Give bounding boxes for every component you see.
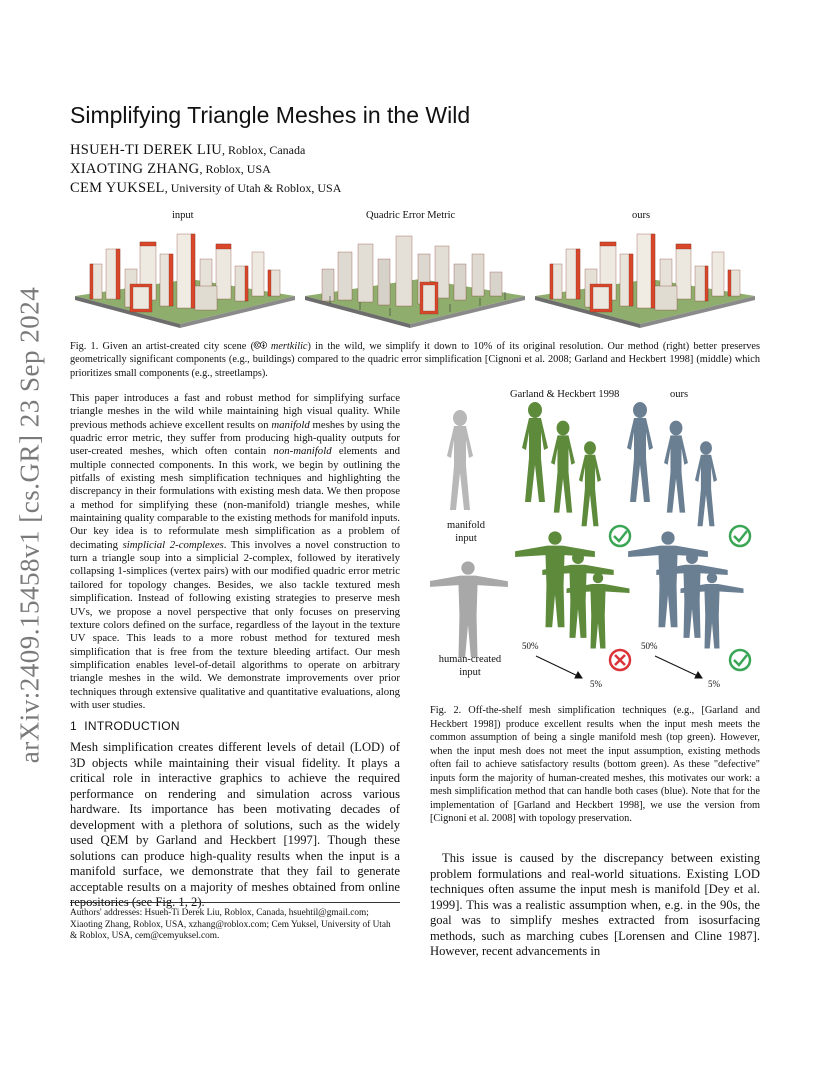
author-name: XIAOTING ZHANG xyxy=(70,161,200,177)
fig1-label-input: input xyxy=(172,210,194,221)
author-1 xyxy=(70,142,305,159)
fig1-label-ours: ours xyxy=(632,210,651,221)
arxiv-id: arXiv:2409.15458v1 [cs.GR] 23 Sep 2024 xyxy=(14,286,45,764)
intro-paragraph-right: This issue is caused by the discrepancy between existing problem formulations and real-world situations. Existing LOD techniques often assume the input mesh is manifold [Dey et al. 1999]. This was a realistic assumption when, e.g. in the 90s, the goal was to simplify meshes extracted from isosurfacing methods, such as marching cubes [Lorensen and Cline 1987]. However, recent advancements in xyxy=(430,851,760,958)
fig2-caption: Fig. 2. Off-the-shelf mesh simplification techniques (e.g., [Garland and Heckbert 1998]) produce excellent results when the input mesh meets the common assumption of being a single manifold mesh (top green). However, when the input mesh does not meet the input assumption, existing methods often fail to achieve satisfactory results (bottom green). As these "defective" inputs form the majority of human-created meshes, this motivates our work: a mesh simplification method that can handle both cases (blue). Note that for the implementation of [Garland and Heckbert 1998], we use the version from [Cignoni et al. 2008] with topology preservation. xyxy=(430,705,760,824)
fig2-pct-50-left: 50% xyxy=(522,641,539,651)
author-name: HSUEH-TI DEREK LIU xyxy=(70,142,222,158)
fig2-pct-5-right: 5% xyxy=(708,679,720,689)
fig2-pct-50-right: 50% xyxy=(641,641,658,651)
fig1-label-qem: Quadric Error Metric xyxy=(366,210,456,221)
fig2-col-right-label: ours xyxy=(670,389,689,400)
author-affiliation: , Roblox, Canada xyxy=(222,143,306,157)
intro-paragraph-left: Mesh simplification creates different levels of detail (LOD) of 3D objects while maintaining their visual fidelity. It plays a critical role in interactive graphics to achieve the required performance on rendering and simulation across various hardware. Its importance has been motivating decades of development with a plethora of solutions, such as the widely used QEM by Garland and Heckbert [1997]. Though these solutions can produce high-quality results when the input is a manifold surface, we demonstrate that they fail to generate acceptable results on a majority of meshes obtained from online repositories (see Fig. 1, 2). xyxy=(70,740,400,909)
paper-title: Simplifying Triangle Meshes in the Wild xyxy=(70,102,471,128)
city-input-image xyxy=(70,224,300,332)
arxiv-sidebar xyxy=(8,286,52,764)
fig2-label-human: human-created input xyxy=(438,654,502,678)
author-name: CEM YUKSEL xyxy=(70,180,165,196)
author-affiliation: , Roblox, USA xyxy=(199,162,271,176)
author-2 xyxy=(70,161,271,178)
author-3 xyxy=(70,180,341,197)
author-affiliation: , University of Utah & Roblox, USA xyxy=(164,181,342,195)
fig1-caption: Fig. 1. Given an artist-created city scene (🅭🅯 mertkilic) in the wild, we simplify it down to 10% of its original resolution. Our method (right) better preserves geometrically significant components (e.g., buildings) compared to the quadric error simplification [Cignoni et al. 2008; Garland and Heckbert 1998] (middle) which prioritizes small components (e.g., streetlamps). xyxy=(70,341,760,379)
fig2-pct-5-left: 5% xyxy=(590,679,602,689)
fig2-label-manifold: manifold input xyxy=(447,520,485,544)
fig2-figure xyxy=(430,388,760,698)
section-heading: 1 INTRODUCTION xyxy=(70,719,180,733)
abstract: This paper introduces a fast and robust method for simplifying surface triangle meshes in the wild while maintaining high visual quality. While previous methods achieve excellent results on manifold meshes by using the quadric error metric, they suffer from producing high-quality outputs for user-created meshes, which often contain non-manifold elements and multiple connected components. In this work, we begin by outlining the pitfalls of existing mesh simplification techniques and highlighting the discrepancy in their formulations with existing mesh data. We then propose a method for simplifying these (non-manifold) triangle meshes, while maintaining quality comparable to the existing methods for manifold inputs. Our key idea is to reformulate mesh simplification as a problem of decimating simplicial 2-complexes. This involves a novel construction to turn a triangle soup into a simplicial 2-complex, followed by iteratively collapsing 1-simplices (vertex pairs) with our modified quadric error metric tailored for topology changes. Besides, we also tackle textured mesh simplification. Instead of following existing strategies to preserve mesh UVs, we propose a novel perspective that only focuses on preserving texture colors defined on the surface, regardless of the layout in the texture UV space. This leads to a more robust method for textured mesh simplification that is free from the texture bleeding artifact. Our mesh simplification enables level-of-detail algorithms to operate on arbitrary triangle meshes in the wild. We demonstrate improvements over prior techniques through extensive qualitative and quantitative evaluations, along with user studies. xyxy=(70,392,400,711)
city-qem-image xyxy=(300,224,530,332)
author-footnote: Authors' addresses: Hsueh-Ti Derek Liu, Roblox, Canada, hsuehtil@gmail.com; Xiaoting Zhang, Roblox, USA, xzhang@roblox.com; Cem Yuksel, University of Utah & Roblox, USA, cem@cemyuksel.com. xyxy=(70,902,400,943)
city-ours-image xyxy=(530,224,760,332)
fig2-col-left-label: Garland & Heckbert 1998 xyxy=(510,389,620,400)
